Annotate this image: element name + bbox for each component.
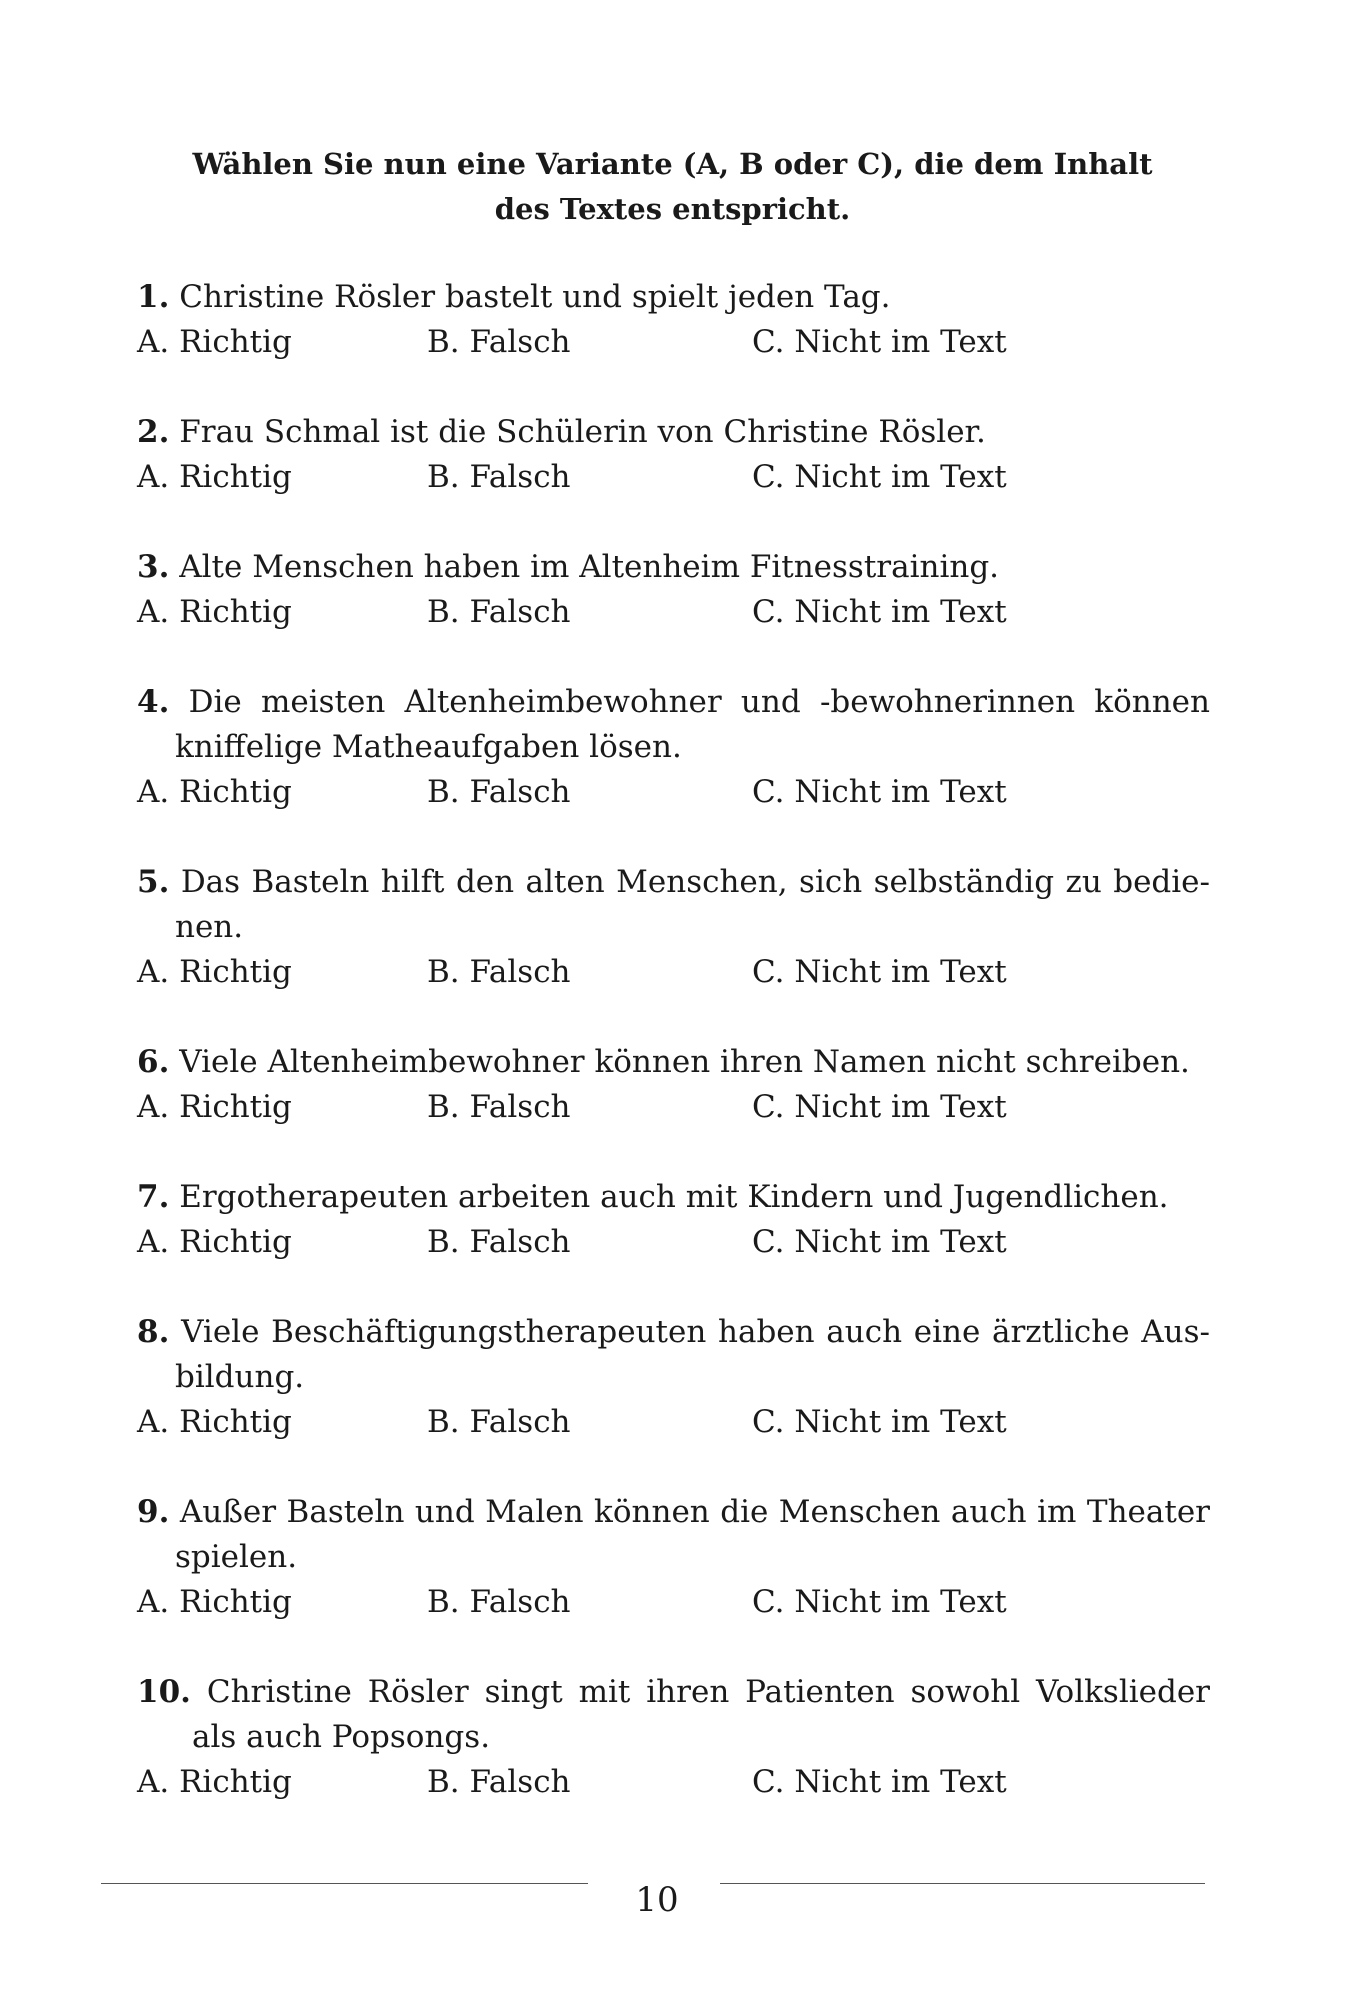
answer-options <box>137 950 1210 995</box>
option-c[interactable]: C. Nicht im Text <box>752 324 1007 360</box>
option-b[interactable]: B. Falsch <box>427 459 571 495</box>
question-number: 6. <box>137 1044 170 1080</box>
question-number: 5. <box>137 864 170 900</box>
answer-options <box>137 1760 1210 1805</box>
option-a[interactable]: A. Richtig <box>137 1404 292 1440</box>
question-number: 10. <box>137 1674 191 1710</box>
question-number: 9. <box>137 1494 170 1530</box>
option-c[interactable]: C. Nicht im Text <box>752 774 1007 810</box>
option-c[interactable]: C. Nicht im Text <box>752 594 1007 630</box>
option-c[interactable]: C. Nicht im Text <box>752 954 1007 990</box>
option-a[interactable]: A. Richtig <box>137 1089 292 1125</box>
option-b[interactable]: B. Falsch <box>427 1224 571 1260</box>
option-b[interactable]: B. Falsch <box>427 1764 571 1800</box>
question-6 <box>137 1040 1210 1130</box>
question-8 <box>137 1310 1210 1445</box>
question-number: 2. <box>137 414 170 450</box>
answer-options <box>137 320 1210 365</box>
option-c[interactable]: C. Nicht im Text <box>752 459 1007 495</box>
answer-options <box>137 1220 1210 1265</box>
instructions-heading <box>150 142 1195 232</box>
question-text: Christine Rösler singt mit ihren Patienten sowohl Volkslieder als auch Popsongs. <box>192 1674 1210 1755</box>
option-a[interactable]: A. Richtig <box>137 774 292 810</box>
question-number: 8. <box>137 1314 170 1350</box>
question-text: Viele Beschäftigungstherapeuten haben auch eine ärztliche Aus-bildung. <box>175 1314 1210 1395</box>
option-c[interactable]: C. Nicht im Text <box>752 1224 1007 1260</box>
question-text: Frau Schmal ist die Schülerin von Christine Rösler. <box>179 414 986 450</box>
answer-options <box>137 455 1210 500</box>
option-a[interactable]: A. Richtig <box>137 1224 292 1260</box>
question-number: 3. <box>137 549 170 585</box>
answer-options <box>137 770 1210 815</box>
option-a[interactable]: A. Richtig <box>137 324 292 360</box>
option-b[interactable]: B. Falsch <box>427 954 571 990</box>
option-a[interactable]: A. Richtig <box>137 1764 292 1800</box>
page-number: 10 <box>635 1880 679 1920</box>
answer-options <box>137 1400 1210 1445</box>
option-a[interactable]: A. Richtig <box>137 459 292 495</box>
option-b[interactable]: B. Falsch <box>427 594 571 630</box>
question-1 <box>137 275 1210 365</box>
answer-options <box>137 1580 1210 1625</box>
question-9 <box>137 1490 1210 1625</box>
option-b[interactable]: B. Falsch <box>427 324 571 360</box>
question-text: Die meisten Altenheimbewohner und -bewohnerinnen können kniffelige Matheaufgaben lösen. <box>175 684 1210 765</box>
question-text: Christine Rösler bastelt und spielt jeden Tag. <box>179 279 891 315</box>
option-a[interactable]: A. Richtig <box>137 954 292 990</box>
option-c[interactable]: C. Nicht im Text <box>752 1404 1007 1440</box>
footer-rule-right <box>720 1883 1205 1884</box>
option-c[interactable]: C. Nicht im Text <box>752 1764 1007 1800</box>
answer-options <box>137 590 1210 635</box>
option-b[interactable]: B. Falsch <box>427 1404 571 1440</box>
footer-rule-left <box>101 1883 588 1884</box>
question-number: 7. <box>137 1179 170 1215</box>
question-5 <box>137 860 1210 995</box>
question-7 <box>137 1175 1210 1265</box>
question-text: Viele Altenheimbewohner können ihren Namen nicht schreiben. <box>179 1044 1190 1080</box>
question-10 <box>137 1670 1210 1805</box>
instructions-line-2: des Textes entspricht. <box>494 192 851 226</box>
question-number: 1. <box>137 279 170 315</box>
instructions-line-1: Wählen Sie nun eine Variante (A, B oder C), die dem Inhalt <box>192 147 1153 181</box>
question-text: Alte Menschen haben im Altenheim Fitnesstraining. <box>179 549 1000 585</box>
option-c[interactable]: C. Nicht im Text <box>752 1584 1007 1620</box>
option-b[interactable]: B. Falsch <box>427 1584 571 1620</box>
question-text: Ergotherapeuten arbeiten auch mit Kindern und Jugendlichen. <box>179 1179 1169 1215</box>
answer-options <box>137 1085 1210 1130</box>
option-a[interactable]: A. Richtig <box>137 594 292 630</box>
question-4 <box>137 680 1210 815</box>
question-text: Das Basteln hilft den alten Menschen, sich selbständig zu bedie-nen. <box>175 864 1210 945</box>
option-b[interactable]: B. Falsch <box>427 774 571 810</box>
question-text: Außer Basteln und Malen können die Menschen auch im Theater spielen. <box>175 1494 1211 1575</box>
option-c[interactable]: C. Nicht im Text <box>752 1089 1007 1125</box>
option-a[interactable]: A. Richtig <box>137 1584 292 1620</box>
question-3 <box>137 545 1210 635</box>
question-number: 4. <box>137 684 170 720</box>
question-2 <box>137 410 1210 500</box>
option-b[interactable]: B. Falsch <box>427 1089 571 1125</box>
